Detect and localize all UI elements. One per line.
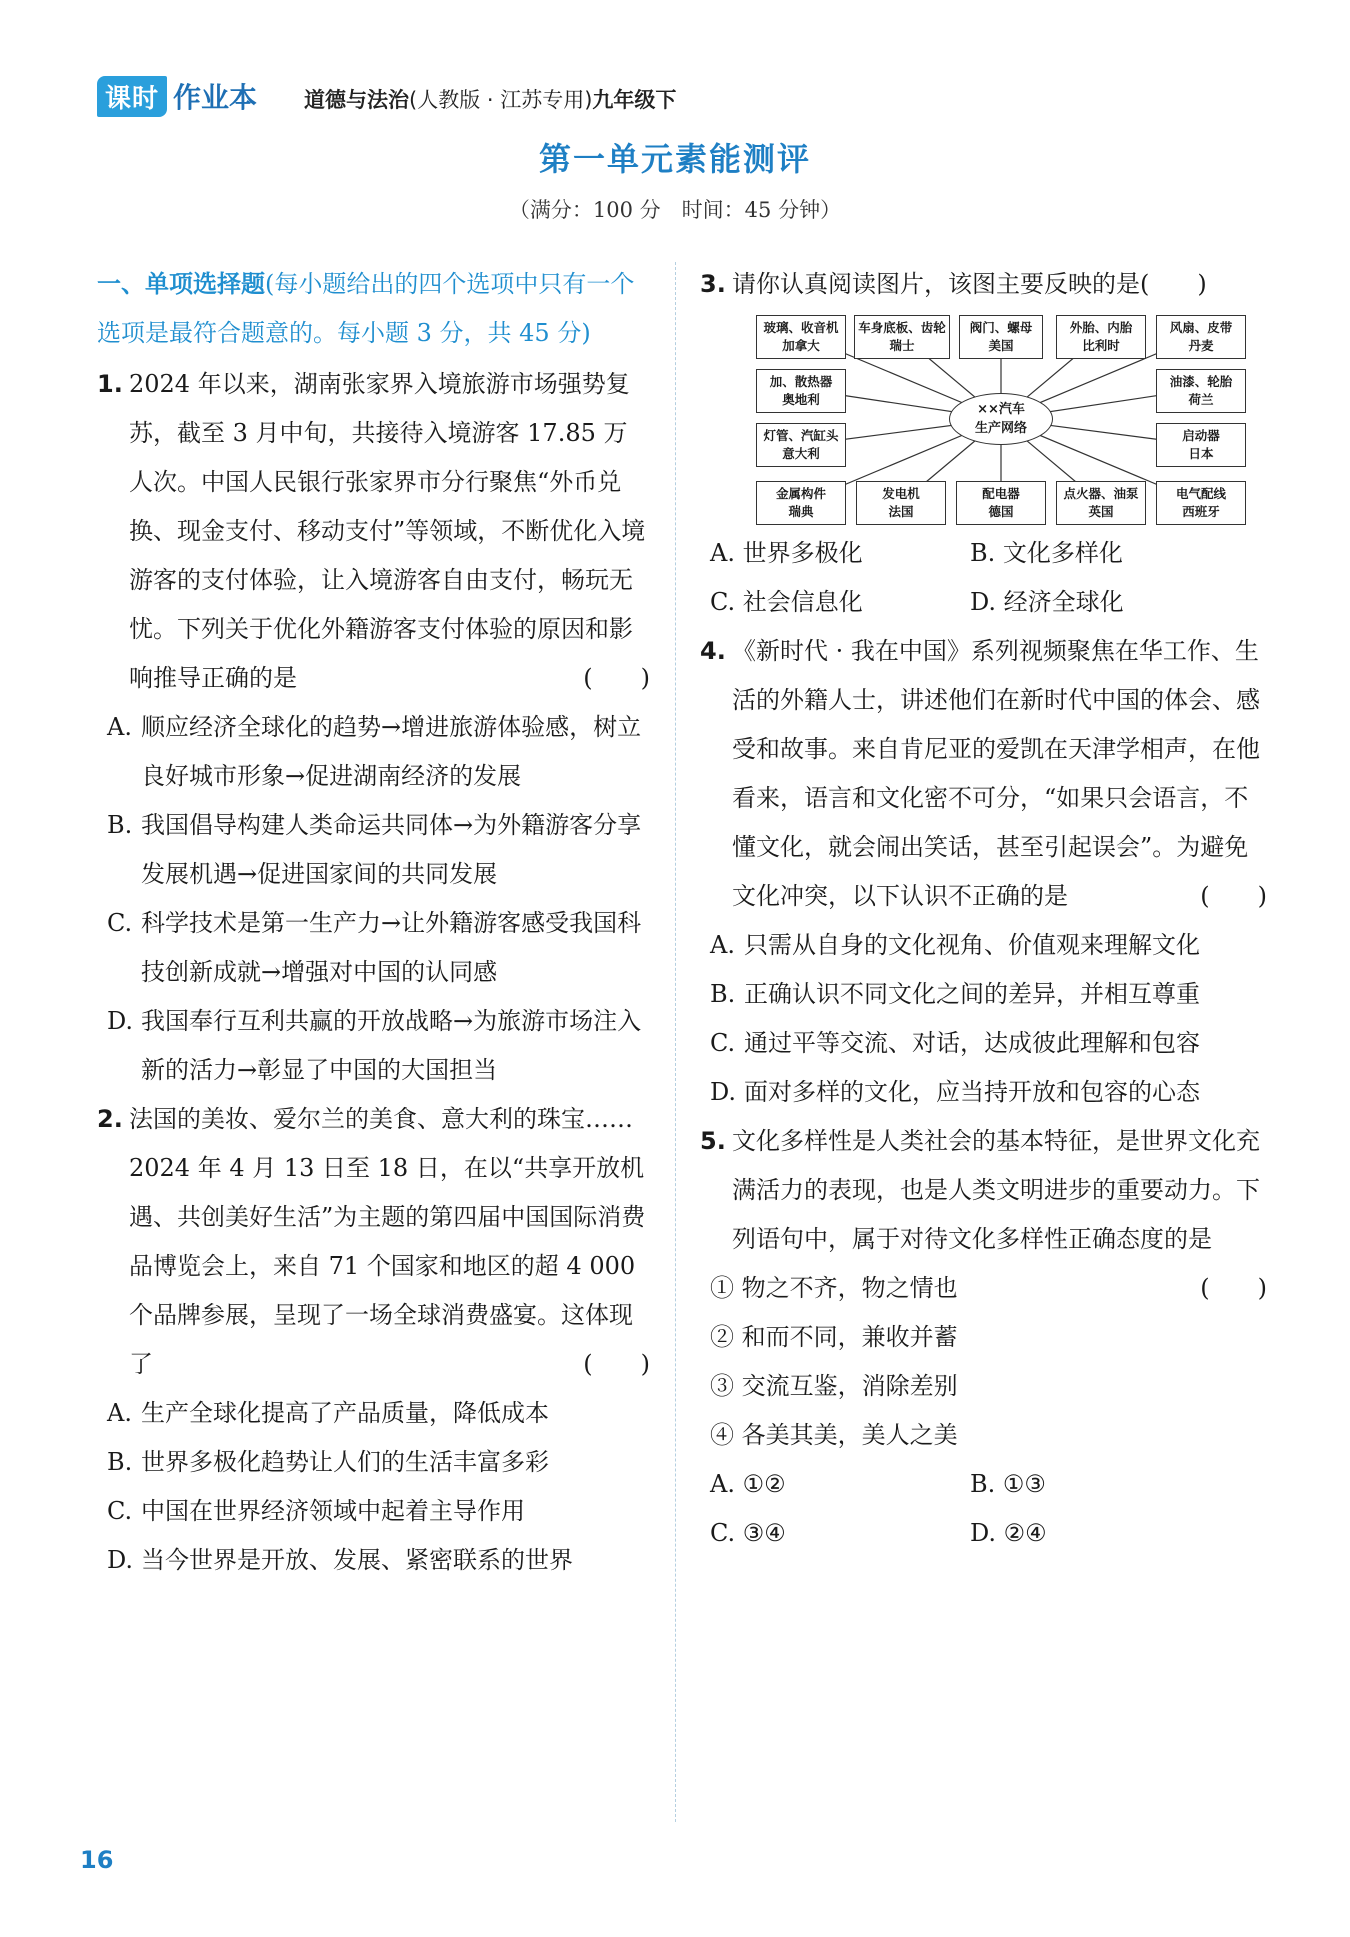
option-text: 世界多极化趋势让人们的生活丰富多彩 [141, 1448, 549, 1476]
question-4 [700, 627, 1267, 921]
box-part: 阀门、螺母 [969, 320, 1033, 335]
car-production-network-diagram [756, 315, 1246, 525]
option-text: 正确认识不同文化之间的差异，并相互尊重 [744, 980, 1200, 1008]
option-row [700, 578, 1267, 627]
logo-text: 作业本 [173, 81, 258, 114]
option-text: 顺应经济全球化的趋势→增进旅游体验感，树立良好城市形象→促进湖南经济的发展 [141, 713, 642, 790]
section-heading [97, 260, 650, 358]
box-country: 丹麦 [1188, 338, 1214, 353]
option-label: D. [970, 1519, 997, 1547]
option-text: 通过平等交流、对话，达成彼此理解和包容 [744, 1029, 1200, 1057]
option-label: C. [710, 588, 736, 616]
option-text: 当今世界是开放、发展、紧密联系的世界 [141, 1546, 573, 1574]
box-country: 瑞典 [788, 504, 814, 519]
option-label: B. [107, 1448, 133, 1476]
option-row [700, 1509, 1267, 1558]
column-divider [675, 262, 676, 1822]
answer-parenthesis[interactable]: ( ) [583, 1350, 650, 1378]
brand-logo [97, 78, 257, 114]
box-part: 车身底板、齿轮 [858, 320, 946, 335]
option-text: 生产全球化提高了产品质量，降低成本 [141, 1399, 549, 1427]
score-time-line: （满分：100 分 时间：45 分钟） [508, 198, 842, 222]
option-text: ①③ [1002, 1470, 1046, 1498]
option-row [700, 1460, 1267, 1509]
diagram-box-france [856, 481, 946, 525]
option-row [700, 529, 1267, 578]
box-country: 比利时 [1082, 338, 1120, 353]
box-country: 美国 [988, 338, 1014, 353]
option-b[interactable] [97, 801, 650, 899]
box-part: 发电机 [882, 486, 920, 501]
option-label: A. [107, 1399, 132, 1427]
diagram-box-usa [959, 315, 1043, 359]
section-title: 一、单项选择题 [97, 270, 265, 298]
option-c[interactable] [97, 1487, 650, 1536]
diagram-box-netherlands [1156, 369, 1246, 413]
option-text: 我国倡导构建人类命运共同体→为外籍游客分享发展机遇→促进国家间的共同发展 [141, 811, 642, 888]
unit-title: 第一单元素能测评 [538, 140, 811, 178]
diagram-box-uk [1056, 481, 1146, 525]
left-column [97, 260, 650, 1585]
option-label: A. [107, 713, 132, 741]
diagram-box-austria [756, 369, 846, 413]
question-number: 4. [700, 637, 726, 665]
box-country: 西班牙 [1182, 504, 1220, 519]
box-part: 加、散热器 [769, 374, 833, 389]
option-b[interactable] [970, 1460, 1230, 1509]
question-stem: 法国的美妆、爱尔兰的美食、意大利的珠宝……2024 年 4 月 13 日至 18 日，在以“共享开放机遇、共创美好生活”为主题的第四届中国国际消费品博览会上，来自 71 个国家和地区的超 4 000 个品牌参展，呈现了一场全球消费盛宴。这体现了 [129, 1105, 646, 1378]
option-a[interactable] [710, 529, 970, 578]
diagram-box-germany [956, 481, 1046, 525]
box-part: 启动器 [1182, 428, 1220, 443]
option-label: C. [107, 1497, 133, 1525]
diagram-center-node [949, 393, 1053, 445]
option-d[interactable] [970, 578, 1230, 627]
question-2 [97, 1095, 650, 1389]
diagram-box-belgium [1056, 315, 1146, 359]
option-text: 只需从自身的文化视角、价值观来理解文化 [744, 931, 1200, 959]
option-label: D. [107, 1007, 134, 1035]
diagram-box-italy [756, 423, 846, 467]
answer-parenthesis[interactable]: ( ) [1200, 1274, 1267, 1302]
statement-4: ④ 各美其美，美人之美 [710, 1421, 958, 1449]
box-country: 意大利 [782, 446, 820, 461]
option-text: 世界多极化 [742, 539, 863, 567]
question-number: 5. [700, 1127, 726, 1155]
question-stem: 文化多样性是人类社会的基本特征，是世界文化充满活力的表现，也是人类文明进步的重要动力。下列语句中，属于对待文化多样性正确态度的是 [732, 1127, 1260, 1253]
option-d[interactable] [700, 1068, 1267, 1117]
option-d[interactable] [97, 1536, 650, 1585]
book-subject: 道德与法治 [304, 88, 409, 112]
box-country: 德国 [988, 504, 1014, 519]
option-label: A. [710, 1470, 735, 1498]
book-edition: (人教版 · 江苏专用) [409, 88, 593, 112]
option-a[interactable] [97, 1389, 650, 1438]
option-label: B. [710, 980, 736, 1008]
option-b[interactable] [97, 1438, 650, 1487]
option-label: B. [970, 539, 996, 567]
question-stem: 请你认真阅读图片，该图主要反映的是( ) [732, 270, 1207, 298]
option-label: B. [107, 811, 133, 839]
logo-badge: 课时 [97, 76, 167, 117]
statement-3: ③ 交流互鉴，消除差别 [710, 1372, 958, 1400]
question-number: 2. [97, 1105, 123, 1133]
box-part: 油漆、轮胎 [1169, 374, 1233, 389]
option-label: B. [970, 1470, 996, 1498]
option-label: D. [970, 588, 997, 616]
box-country: 英国 [1088, 504, 1114, 519]
statement-1: ① 物之不齐，物之情也 [710, 1274, 958, 1302]
box-country: 荷兰 [1188, 392, 1214, 407]
option-c[interactable] [700, 1019, 1267, 1068]
option-d[interactable] [97, 997, 650, 1095]
box-country: 加拿大 [782, 338, 820, 353]
option-text: 面对多样的文化，应当持开放和包容的心态 [744, 1078, 1200, 1106]
diagram-box-switzerland [854, 315, 950, 359]
option-text: 社会信息化 [742, 588, 863, 616]
option-text: ①② [742, 1470, 786, 1498]
option-c[interactable] [710, 578, 970, 627]
question-number: 1. [97, 370, 123, 398]
option-text: 文化多样化 [1002, 539, 1123, 567]
option-label: C. [710, 1519, 736, 1547]
option-label: C. [710, 1029, 736, 1057]
question-stem: 《新时代 · 我在中国》系列视频聚焦在华工作、生活的外籍人士，讲述他们在新时代中国的体会、感受和故事。来自肯尼亚的爱凯在天津学相声，在他看来，语言和文化密不可分，“如果只会语言，不懂文化，就会闹出笑话，甚至引起误会”。为避免文化冲突，以下认识不正确的是 [732, 637, 1260, 910]
diagram-box-sweden [756, 481, 846, 525]
book-title [304, 84, 676, 114]
box-part: 点火器、油泵 [1063, 486, 1139, 501]
diagram-box-canada [756, 315, 846, 359]
option-label: D. [710, 1078, 737, 1106]
option-text: ②④ [1003, 1519, 1047, 1547]
option-a[interactable] [710, 1460, 970, 1509]
question-stem: 2024 年以来，湖南张家界入境旅游市场强势复苏，截至 3 月中旬，共接待入境游客 17.85 万人次。中国人民银行张家界市分行聚焦“外币兑换、现金支付、移动支付”等领域，不断优化入境游客的支付体验，让入境游客自由支付，畅玩无忧。下列关于优化外籍游客支付体验的原因和影响推导正确的是 [129, 370, 646, 692]
option-b[interactable] [970, 529, 1230, 578]
option-label: A. [710, 931, 735, 959]
box-country: 法国 [888, 504, 914, 519]
diagram-box-japan [1156, 423, 1246, 467]
option-text: ③④ [742, 1519, 786, 1547]
question-number: 3. [700, 270, 726, 298]
option-label: C. [107, 909, 133, 937]
center-line-2: 生产网络 [974, 421, 1027, 436]
box-part: 灯管、汽缸头 [763, 428, 839, 443]
box-part: 配电器 [982, 486, 1020, 501]
box-part: 风扇、皮带 [1169, 320, 1233, 335]
option-b[interactable] [700, 970, 1267, 1019]
box-country: 日本 [1188, 446, 1214, 461]
diagram-box-spain [1156, 481, 1246, 525]
option-text: 经济全球化 [1003, 588, 1124, 616]
question-1 [97, 360, 650, 703]
answer-parenthesis[interactable]: ( ) [583, 664, 650, 692]
option-c[interactable] [710, 1509, 970, 1558]
right-column [700, 260, 1267, 1558]
option-c[interactable] [97, 899, 650, 997]
section-note: (每小题给出的四个选项中只有一个选项是最符合题意的。每小题 3 分，共 45 分) [97, 270, 635, 347]
box-part: 金属构件 [775, 486, 826, 501]
center-line-1: ××汽车 [977, 402, 1025, 417]
option-a[interactable] [97, 703, 650, 801]
option-text: 我国奉行互利共赢的开放战略→为旅游市场注入新的活力→彰显了中国的大国担当 [141, 1007, 642, 1084]
box-part: 电气配线 [1175, 486, 1226, 501]
option-label: A. [710, 539, 735, 567]
box-part: 外胎、内胎 [1069, 320, 1133, 335]
answer-parenthesis[interactable]: ( ) [1200, 882, 1267, 910]
box-country: 奥地利 [782, 392, 820, 407]
question-3 [700, 260, 1267, 309]
option-text: 科学技术是第一生产力→让外籍游客感受我国科技创新成就→增强对中国的认同感 [141, 909, 642, 986]
option-text: 中国在世界经济领域中起着主导作用 [141, 1497, 525, 1525]
page-number: 16 [80, 1846, 114, 1874]
diagram-box-denmark [1156, 315, 1246, 359]
option-d[interactable] [970, 1509, 1230, 1558]
book-grade: 九年级下 [592, 88, 677, 112]
box-country: 瑞士 [889, 338, 915, 353]
statement-2: ② 和而不同，兼收并蓄 [710, 1323, 958, 1351]
option-label: D. [107, 1546, 134, 1574]
box-part: 玻璃、收音机 [763, 320, 839, 335]
option-a[interactable] [700, 921, 1267, 970]
